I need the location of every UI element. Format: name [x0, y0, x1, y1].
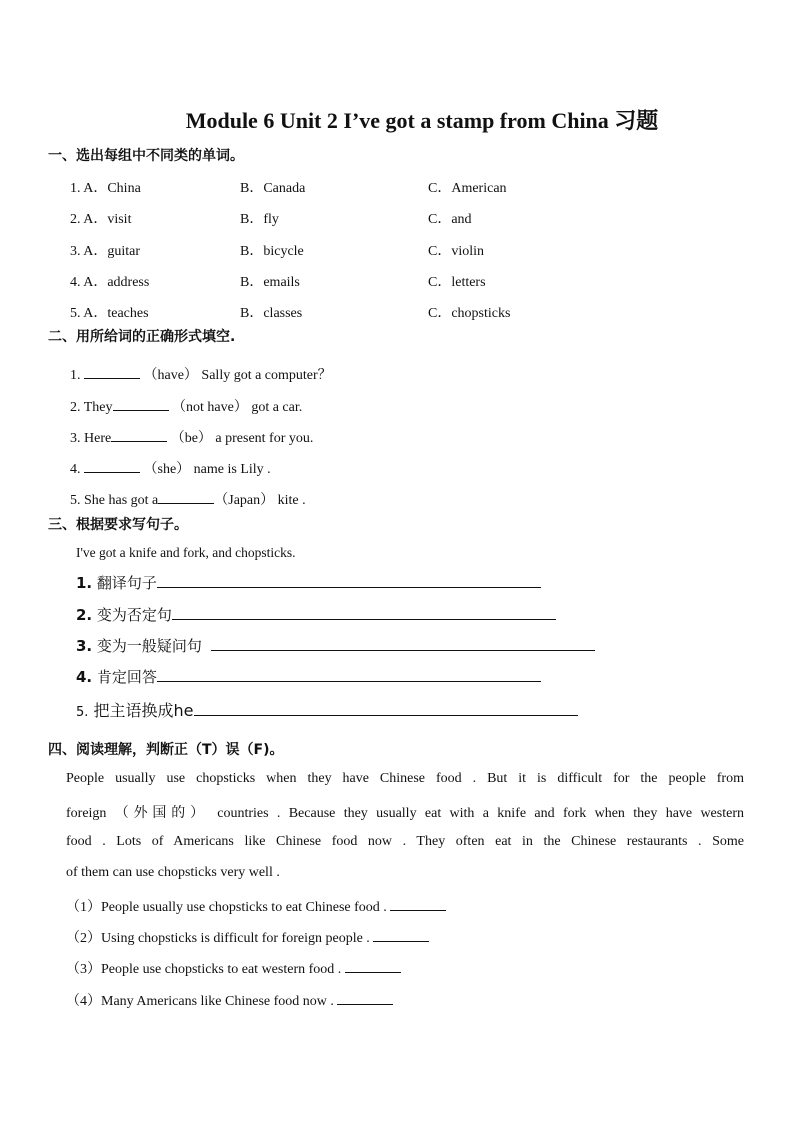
passage-line-4: of them can use chopsticks very well .	[66, 865, 280, 880]
task-label: 翻译句子	[96, 574, 157, 592]
task-number: 2.	[76, 606, 93, 624]
answer-blank[interactable]	[113, 396, 169, 411]
question-text: （2）Using chopsticks is difficult for foreign people .	[66, 931, 370, 946]
s2-suffix: （she） name is Lily .	[140, 462, 271, 477]
s1-option-a: 5. A．teaches	[70, 306, 149, 321]
answer-line[interactable]	[157, 571, 541, 588]
answer-blank[interactable]	[84, 458, 140, 473]
s3-task-4	[76, 665, 541, 687]
s2-prefix: 5. She has got a	[70, 493, 159, 508]
passage-line-2: foreign （外国的） countries . Because they usually eat with a knife and fork when they have western	[66, 806, 744, 821]
answer-blank[interactable]	[373, 927, 429, 942]
task-label: 肯定回答	[96, 668, 157, 686]
task-label: 把主语换成he	[93, 701, 194, 720]
s3-task-1	[76, 571, 541, 593]
page-title: Module 6 Unit 2 I’ve got a stamp from China 习题	[185, 108, 659, 133]
answer-blank[interactable]	[345, 958, 401, 973]
s1-option-c: C．letters	[428, 275, 486, 290]
s4-question-4	[66, 990, 393, 1010]
answer-line[interactable]	[194, 699, 578, 716]
s1-option-b: B．Canada	[240, 181, 306, 196]
answer-blank[interactable]	[111, 427, 167, 442]
s3-task-3	[76, 634, 595, 656]
question-text: （4）Many Americans like Chinese food now .	[66, 994, 334, 1009]
section-2-heading: 二、用所给词的正确形式填空.	[48, 329, 236, 345]
s1-option-b: B．classes	[240, 306, 303, 321]
s3-task-2	[76, 603, 556, 625]
s1-option-b: B．bicycle	[240, 244, 304, 259]
task-number: 4.	[76, 668, 93, 686]
task-number: 1.	[76, 574, 93, 592]
s2-suffix: （not have） got a car.	[168, 400, 303, 415]
s1-option-c: C．chopsticks	[428, 306, 511, 321]
s2-item-1	[70, 364, 332, 384]
section-3-heading: 三、根据要求写句子。	[48, 517, 188, 533]
s1-option-a: 4. A．address	[70, 275, 150, 290]
s2-prefix: 4.	[70, 462, 84, 477]
question-text: （3）People use chopsticks to eat western food .	[66, 962, 342, 977]
s1-option-a: 1. A．China	[70, 181, 141, 196]
answer-blank[interactable]	[390, 896, 446, 911]
s1-option-a: 3. A．guitar	[70, 244, 140, 259]
s1-option-c: C．violin	[428, 244, 485, 259]
s2-suffix: （have） Sally got a computer？	[140, 368, 332, 383]
answer-line[interactable]	[157, 665, 541, 682]
s1-option-c: C．American	[428, 181, 507, 196]
s3-sentence: I've got a knife and fork, and chopsticks.	[76, 545, 296, 560]
s4-question-2	[66, 927, 429, 947]
answer-line[interactable]	[211, 634, 595, 651]
s3-task-5	[76, 698, 578, 721]
section-4-heading: 四、阅读理解，判断正（T）误（F)。	[48, 742, 284, 758]
answer-line[interactable]	[172, 603, 556, 620]
s4-question-1	[66, 896, 446, 916]
s1-option-b: B．fly	[240, 212, 279, 227]
s1-option-c: C．and	[428, 212, 472, 227]
s2-item-4	[70, 458, 271, 478]
answer-blank[interactable]	[84, 364, 140, 379]
s2-prefix: 1.	[70, 368, 84, 383]
task-number: 5.	[76, 705, 89, 720]
s2-suffix: （be） a present for you.	[167, 431, 314, 446]
s2-prefix: 3. Here	[70, 431, 112, 446]
passage-line-1: People usually use chopsticks when they have Chinese food . But it is difficult for the people from	[66, 771, 744, 786]
question-text: （1）People usually use chopsticks to eat Chinese food .	[66, 900, 387, 915]
s1-option-a: 2. A．visit	[70, 212, 132, 227]
s2-item-5	[70, 489, 306, 509]
answer-blank[interactable]	[158, 489, 214, 504]
answer-blank[interactable]	[337, 990, 393, 1005]
s2-item-3	[70, 427, 313, 447]
task-label: 变为一般疑问句	[96, 637, 202, 655]
s1-option-b: B．emails	[240, 275, 300, 290]
s2-prefix: 2. They	[70, 400, 113, 415]
passage-line-3: food . Lots of Americans like Chinese food now . They often eat in the Chinese restaurants . Some	[66, 834, 744, 849]
s2-suffix: （Japan） kite .	[214, 493, 306, 508]
s4-question-3	[66, 958, 401, 978]
s2-item-2	[70, 396, 302, 416]
task-label: 变为否定句	[96, 606, 172, 624]
section-1-heading: 一、选出每组中不同类的单词。	[48, 148, 244, 164]
task-number: 3.	[76, 637, 93, 655]
